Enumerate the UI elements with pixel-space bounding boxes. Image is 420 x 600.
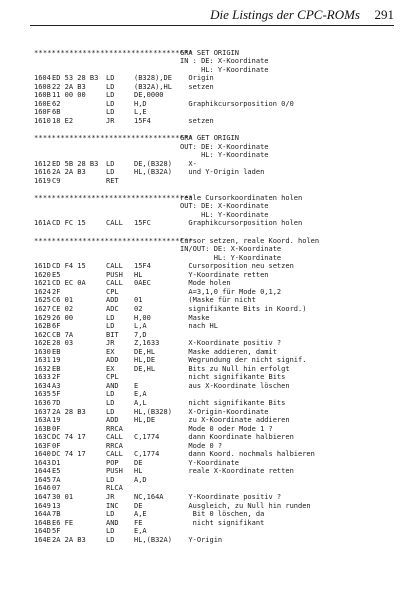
code-comment: dann Koordinate halbieren (180, 433, 294, 442)
address: 160B (34, 91, 51, 100)
operands: Z,1633 (134, 339, 160, 348)
mnemonic: LD (106, 390, 115, 399)
operands: DE (134, 501, 143, 510)
opcode-bytes: EB (52, 347, 61, 356)
section-separator (34, 134, 394, 143)
code-line (34, 493, 394, 502)
mnemonic: LD (106, 74, 115, 83)
address: 163A (34, 416, 51, 425)
operands: 15F4 (134, 116, 151, 125)
opcode-bytes: 5F (52, 527, 61, 536)
mnemonic: PUSH (106, 467, 123, 476)
opcode-bytes: 19 (52, 356, 61, 365)
comment-line (34, 151, 394, 160)
mnemonic: AND (106, 518, 119, 527)
section-separator (34, 237, 394, 246)
opcode-bytes: 0F (52, 441, 61, 450)
code-comment: nicht signifikante Bits (180, 398, 286, 407)
opcode-bytes: 28 03 (52, 339, 74, 348)
opcode-bytes: CD FC 15 (52, 219, 86, 228)
operands: 15F4 (134, 262, 151, 271)
code-line (34, 476, 394, 485)
address: 163F (34, 441, 51, 450)
address: 161A (34, 219, 51, 228)
mnemonic: PUSH (106, 270, 123, 279)
operands: E,A (134, 527, 147, 536)
separator-stars: ************************************ (34, 48, 193, 57)
code-line (34, 527, 394, 536)
mnemonic: LD (106, 510, 115, 519)
mnemonic: LD (106, 159, 115, 168)
code-comment: zu X-Koordinate addieren (180, 416, 290, 425)
address: 1633 (34, 373, 51, 382)
code-comment: Graphikcursorposition holen (180, 219, 303, 228)
address: 162E (34, 339, 51, 348)
mnemonic: ADD (106, 296, 119, 305)
opcode-bytes: 6F (52, 322, 61, 331)
operands: A,E (134, 510, 147, 519)
mnemonic: RRCA (106, 424, 123, 433)
code-line (34, 271, 394, 280)
section-title: Cursor setzen, reale Koord. holen (180, 236, 320, 245)
code-line (34, 288, 394, 297)
mnemonic: AND (106, 381, 119, 390)
header-rule (30, 25, 394, 26)
comment-text: OUT: DE: X-Koordinate (180, 142, 269, 151)
operands: HL,DE (134, 356, 156, 365)
address: 1604 (34, 74, 51, 83)
opcode-bytes: EB (52, 364, 61, 373)
comment-line (34, 66, 394, 75)
code-comment: Bits zu Null hin erfolgt (180, 364, 290, 373)
opcode-bytes: 19 (52, 416, 61, 425)
code-line (34, 433, 394, 442)
operands: L,E (134, 108, 147, 117)
mnemonic: BIT (106, 330, 119, 339)
comment-text: IN : DE: X-Koordinate (180, 57, 269, 66)
address: 1632 (34, 364, 51, 373)
mnemonic: ADD (106, 356, 119, 365)
address: 1646 (34, 484, 51, 493)
code-line (34, 262, 394, 271)
code-line (34, 305, 394, 314)
operands: E (134, 381, 139, 390)
operands: H,00 (134, 313, 151, 322)
code-line (34, 399, 394, 408)
code-line (34, 339, 394, 348)
mnemonic: LD (106, 91, 115, 100)
page-header-title: Die Listings der CPC-ROMs (210, 7, 360, 22)
code-comment: setzen (180, 116, 214, 125)
mnemonic: EX (106, 364, 115, 373)
code-comment: X-Koordinate positiv ? (180, 339, 282, 348)
comment-text: HL: Y-Koordinate (180, 65, 269, 74)
code-comment: Y-Koordinate positiv ? (180, 492, 282, 501)
opcode-bytes: CD EC 0A (52, 279, 86, 288)
separator-stars: ************************************ (34, 193, 193, 202)
operands: L,A (134, 322, 147, 331)
opcode-bytes: DC 74 17 (52, 450, 86, 459)
opcode-bytes: DC 74 17 (52, 433, 86, 442)
address: 1647 (34, 492, 51, 501)
code-line (34, 279, 394, 288)
section-title: GRA GET ORIGIN (180, 134, 240, 143)
opcode-bytes: 5F (52, 390, 61, 399)
code-comment: nicht signifikante Bits (180, 373, 286, 382)
address: 1624 (34, 287, 51, 296)
code-comment: nicht signifikant (180, 518, 265, 527)
opcode-bytes: E5 (52, 270, 61, 279)
code-comment: aus X-Koordinate löschen (180, 381, 290, 390)
operands: 01 (134, 296, 143, 305)
address: 164E (34, 535, 51, 544)
address: 1644 (34, 467, 51, 476)
code-comment: (Maske für nicht (180, 296, 256, 305)
code-comment: Ausgleich, zu Null hin runden (180, 501, 311, 510)
mnemonic: LD (106, 535, 115, 544)
operands: HL (134, 467, 143, 476)
opcode-bytes: A3 (52, 381, 61, 390)
blank-line (34, 185, 394, 194)
mnemonic: CALL (106, 450, 123, 459)
code-comment: nach HL (180, 322, 218, 331)
operands: A,L (134, 398, 147, 407)
opcode-bytes: 2F (52, 373, 61, 382)
mnemonic: RRCA (106, 441, 123, 450)
operands: 7,D (134, 330, 147, 339)
address: 163C (34, 433, 51, 442)
code-line (34, 83, 394, 92)
code-comment: Maske addieren, damit (180, 347, 277, 356)
address: 1620 (34, 270, 51, 279)
opcode-bytes: 2A 2A B3 (52, 535, 86, 544)
page-header (0, 4, 420, 26)
mnemonic: LD (106, 168, 115, 177)
code-line (34, 425, 394, 434)
opcode-bytes: 2A 2A B3 (52, 168, 86, 177)
section-title: GRA SET ORIGIN (180, 48, 240, 57)
mnemonic: LD (106, 475, 115, 484)
opcode-bytes: C6 01 (52, 296, 74, 305)
mnemonic: CPL (106, 373, 119, 382)
opcode-bytes: CE 02 (52, 304, 74, 313)
address: 1637 (34, 407, 51, 416)
code-comment: A=3,1,0 für Mode 0,1,2 (180, 287, 282, 296)
comment-text: HL: Y-Koordinate (180, 253, 282, 262)
address: 162B (34, 322, 51, 331)
comment-line (34, 202, 394, 211)
code-line (34, 502, 394, 511)
address: 161D (34, 262, 51, 271)
code-comment: Y-Koordinate (180, 458, 240, 467)
opcode-bytes: CB 7A (52, 330, 74, 339)
operands: H,D (134, 99, 147, 108)
code-line (34, 117, 394, 126)
opcode-bytes: 11 00 00 (52, 91, 86, 100)
mnemonic: LD (106, 108, 115, 117)
mnemonic: RET (106, 176, 119, 185)
mnemonic: LD (106, 398, 115, 407)
mnemonic: CALL (106, 262, 123, 271)
code-comment: Origin (180, 74, 214, 83)
code-line (34, 322, 394, 331)
mnemonic: CALL (106, 433, 123, 442)
assembly-listing (34, 40, 394, 544)
mnemonic: ADD (106, 416, 119, 425)
code-line (34, 382, 394, 391)
opcode-bytes: 2A 28 B3 (52, 407, 86, 416)
operands: DE,0000 (134, 91, 164, 100)
opcode-bytes: 18 E2 (52, 116, 74, 125)
opcode-bytes: C9 (52, 176, 61, 185)
address: 1631 (34, 356, 51, 365)
operands: FE (134, 518, 143, 527)
code-line (34, 160, 394, 169)
code-line (34, 467, 394, 476)
mnemonic: LD (106, 99, 115, 108)
code-line (34, 348, 394, 357)
opcode-bytes: ED 53 28 B3 (52, 74, 99, 83)
opcode-bytes: 2F (52, 287, 61, 296)
mnemonic: LD (106, 82, 115, 91)
operands: DE,HL (134, 364, 156, 373)
code-comment: Mode holen (180, 279, 231, 288)
comment-line (34, 143, 394, 152)
opcode-bytes: 6B (52, 108, 61, 117)
code-comment: dann Koord. nochmals halbieren (180, 450, 315, 459)
operands: DE (134, 458, 143, 467)
comment-line (34, 57, 394, 66)
comment-text: OUT: DE: X-Koordinate (180, 202, 269, 211)
code-comment: X- (180, 159, 197, 168)
code-line (34, 219, 394, 228)
code-comment: Mode 0 oder Mode 1 ? (180, 424, 273, 433)
mnemonic: JR (106, 116, 115, 125)
opcode-bytes: 13 (52, 501, 61, 510)
operands: HL,(B32A) (134, 168, 172, 177)
mnemonic: LD (106, 313, 115, 322)
operands: (B32A),HL (134, 82, 172, 91)
opcode-bytes: 22 2A B3 (52, 82, 86, 91)
blank-line (34, 40, 394, 49)
opcode-bytes: 7D (52, 398, 61, 407)
operands: 0AEC (134, 279, 151, 288)
operands: DE,(B328) (134, 159, 172, 168)
code-line (34, 91, 394, 100)
opcode-bytes: ED 5B 28 B3 (52, 159, 99, 168)
opcode-bytes: 30 01 (52, 492, 74, 501)
mnemonic: CPL (106, 287, 119, 296)
blank-line (34, 228, 394, 237)
address: 1627 (34, 304, 51, 313)
code-comment: setzen (180, 82, 214, 91)
address: 163B (34, 424, 51, 433)
mnemonic: RLCA (106, 484, 123, 493)
code-line (34, 356, 394, 365)
section-title: reale Cursorkoordinaten holen (180, 193, 303, 202)
mnemonic: POP (106, 458, 119, 467)
code-comment: und Y-Origin laden (180, 168, 265, 177)
code-line (34, 408, 394, 417)
code-line (34, 108, 394, 117)
code-line (34, 100, 394, 109)
operands: 15FC (134, 219, 151, 228)
comment-text: IN/OUT: DE: X-Koordinate (180, 245, 282, 254)
mnemonic: CALL (106, 279, 123, 288)
separator-stars: ************************************ (34, 134, 193, 143)
code-line (34, 442, 394, 451)
operands: A,D (134, 475, 147, 484)
code-line (34, 74, 394, 83)
opcode-bytes: D1 (52, 458, 61, 467)
address: 160E (34, 99, 51, 108)
section-separator (34, 194, 394, 203)
mnemonic: INC (106, 501, 119, 510)
code-line (34, 450, 394, 459)
address: 1616 (34, 168, 51, 177)
address: 1612 (34, 159, 51, 168)
mnemonic: LD (106, 407, 115, 416)
opcode-bytes: 7B (52, 510, 61, 519)
operands: DE,HL (134, 347, 156, 356)
address: 1619 (34, 176, 51, 185)
address: 164A (34, 510, 51, 519)
address: 1649 (34, 501, 51, 510)
operands: HL,(B328) (134, 407, 172, 416)
code-line (34, 519, 394, 528)
code-comment: Cursorposition neu setzen (180, 262, 294, 271)
page-number: 291 (374, 7, 394, 22)
address: 1629 (34, 313, 51, 322)
code-line (34, 177, 394, 186)
operands: C,1774 (134, 450, 160, 459)
operands: (B328),DE (134, 74, 172, 83)
address: 1610 (34, 116, 51, 125)
code-comment: Bit 0 löschen, da (180, 510, 265, 519)
address: 164D (34, 527, 51, 536)
separator-stars: ************************************ (34, 236, 193, 245)
address: 160F (34, 108, 51, 117)
address: 1608 (34, 82, 51, 91)
section-separator (34, 49, 394, 58)
code-line (34, 365, 394, 374)
address: 1621 (34, 279, 51, 288)
operands: 02 (134, 304, 143, 313)
operands: NC,164A (134, 492, 164, 501)
blank-line (34, 125, 394, 134)
comment-line (34, 245, 394, 254)
mnemonic: LD (106, 527, 115, 536)
code-line (34, 390, 394, 399)
code-line (34, 314, 394, 323)
operands: E,A (134, 390, 147, 399)
code-line (34, 459, 394, 468)
code-comment: signifikante Bits in Koord.) (180, 304, 307, 313)
operands: HL,(B32A) (134, 535, 172, 544)
code-line (34, 331, 394, 340)
address: 1625 (34, 296, 51, 305)
comment-line (34, 211, 394, 220)
comment-line (34, 254, 394, 263)
operands: HL (134, 270, 143, 279)
opcode-bytes: 62 (52, 99, 61, 108)
code-comment: reale X-Koordinate retten (180, 467, 294, 476)
address: 164B (34, 518, 51, 527)
code-comment: Y-Koordinate retten (180, 270, 269, 279)
opcode-bytes: E6 FE (52, 518, 74, 527)
opcode-bytes: 0F (52, 424, 61, 433)
code-comment: X-Origin-Koordinate (180, 407, 269, 416)
mnemonic: LD (106, 322, 115, 331)
address: 162C (34, 330, 51, 339)
opcode-bytes: E5 (52, 467, 61, 476)
opcode-bytes: 7A (52, 475, 61, 484)
code-line (34, 510, 394, 519)
code-line (34, 168, 394, 177)
opcode-bytes: 26 00 (52, 313, 74, 322)
opcode-bytes: CD F4 15 (52, 262, 86, 271)
address: 1643 (34, 458, 51, 467)
address: 1635 (34, 390, 51, 399)
code-line (34, 373, 394, 382)
operands: C,1774 (134, 433, 160, 442)
operands: HL,DE (134, 416, 156, 425)
code-line (34, 536, 394, 545)
address: 1645 (34, 475, 51, 484)
mnemonic: JR (106, 492, 115, 501)
code-line (34, 416, 394, 425)
code-line (34, 484, 394, 493)
mnemonic: JR (106, 339, 115, 348)
code-comment: Mode 0 ? (180, 441, 223, 450)
comment-text: HL: Y-Koordinate (180, 151, 269, 160)
code-comment: Maske (180, 313, 210, 322)
address: 1634 (34, 381, 51, 390)
mnemonic: EX (106, 347, 115, 356)
code-line (34, 296, 394, 305)
code-comment: Graphikcursorposition 0/0 (180, 99, 294, 108)
address: 1640 (34, 450, 51, 459)
code-comment: Wegrundung der nicht signif. (180, 356, 307, 365)
mnemonic: CALL (106, 219, 123, 228)
comment-text: HL: Y-Koordinate (180, 210, 269, 219)
address: 1630 (34, 347, 51, 356)
mnemonic: ADC (106, 304, 119, 313)
address: 1636 (34, 398, 51, 407)
opcode-bytes: 07 (52, 484, 61, 493)
code-comment: Y-Origin (180, 535, 223, 544)
